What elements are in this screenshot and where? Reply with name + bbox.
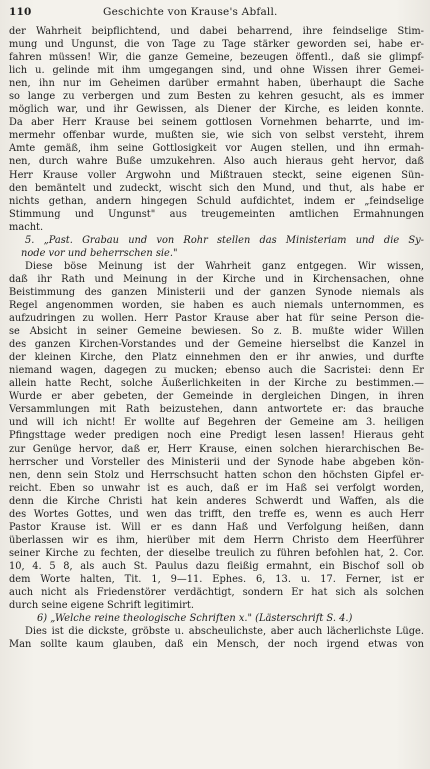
text-line: dem Worte halten, Tit. 1, 9—11. Ephes. 6, 13. u. 17. Ferner, ist er — [9, 573, 424, 585]
text-line: überlassen wir es ihm, hierüber mit dem Herrn Christo dem Heerführer — [9, 534, 424, 546]
text-line: nen, denn sein Stolz und Herrschsucht hatten schon den höchsten Gipfel er- — [9, 469, 424, 481]
page-header — [9, 6, 424, 24]
text-line: 10, 4. 5 8, als auch St. Paulus dazu fleißig ermahnt, ein Bischof soll ob — [9, 560, 424, 572]
text-line: nen, ihn nur im Geheimen darüber ermahnt haben, überhaupt die Sache — [9, 78, 424, 90]
text-line: daß ihr Rath und Meinung in der Kirche und in Kirchensachen, ohne — [9, 273, 424, 285]
text-line: Diese böse Meinung ist der Wahrheit ganz entgegen. Wir wissen, — [25, 260, 424, 272]
text-line: herrscher und Vorsteller des Ministerii und der Synode habe abgeben kön- — [9, 456, 424, 468]
text-line: Versammlungen mit Rath beizustehen, dann antwortete er: das brauche — [9, 404, 424, 416]
text-line: des Wortes Gottes, und wen das trifft, den treffe es, wenn es auch Herr — [9, 508, 424, 520]
text-line: reicht. Eben so unwahr ist es auch, daß er im Haß sei verfolgt worden, — [9, 482, 424, 494]
text-line: 5. „Past. Grabau und von Rohr stellen das Ministeriam und die Sy- — [25, 234, 424, 246]
text-line: mermehr offenbar wurde, mußten sie, wie sich von selbst versteht, ihrem — [9, 130, 424, 142]
text-line: lich u. gelinde mit ihm umgegangen sind, und ohne Wissen ihrer Gemei- — [9, 65, 424, 77]
text-line: und will ich nicht! Er wollte auf Begehren der Gemeine am 3. heiligen — [9, 417, 424, 429]
text-line: des ganzen Kirchen-Vorstandes und der Gemeine hierselbst die Kanzel in — [9, 339, 424, 351]
running-title: Geschichte von Krause's Abfall. — [103, 6, 278, 18]
text-line: zur Genüge hervor, daß er, Herr Krause, einen solchen hierarchischen Be- — [9, 443, 424, 455]
text-line: Pfingsttage weder predigen noch eine Predigt lesen lassen! Hieraus geht — [9, 430, 424, 442]
body-text — [9, 25, 424, 651]
text-line: durch seine eigene Schrift legitimirt. — [9, 600, 195, 612]
text-line: Pastor Krause ist. Will er es dann Haß und Verfolgung heißen, dann — [9, 521, 424, 533]
text-line: fahren müssen! Wir, die ganze Gemeine, bezeugen öffentl., daß sie glimpf- — [9, 52, 424, 64]
text-line: Da aber Herr Krause bei seinem gottlosen Vornehmen beharrte, und im- — [9, 117, 424, 129]
text-line: so lange zu verbergen und zum Besten zu kehren gesucht, als es immer — [9, 91, 424, 103]
text-line: nen, durch wahre Buße umzukehren. Also auch hieraus geht hervor, daß — [9, 156, 424, 168]
text-line: Stimmung und Ungunst" aus treugemeinten amtlichen Ermahnungen — [9, 208, 424, 220]
text-line: mung und Ungunst, die von Tage zu Tage stärker geworden sei, habe er- — [9, 39, 424, 51]
text-line: der Wahrheit beipflichtend, und dabei beharrend, ihre feindselige Stim- — [9, 26, 424, 37]
text-line: Dies ist die dickste, gröbste u. abscheulichste, aber auch lächerlichste Lüge. — [25, 626, 424, 638]
text-line: aufzudringen zu wollen. Herr Pastor Krause aber hat für seine Person die- — [9, 313, 424, 325]
text-line: nichts gethan, andern hingegen Schuld aufdichtet, indem er „feindselige — [9, 195, 424, 207]
text-line: möglich war, und ihr Gewissen, als Diener der Kirche, es leiden konnte. — [9, 104, 424, 116]
text-line: denn die Kirche Christi hat kein anderes Schwerdt und Waffen, als die — [9, 495, 424, 507]
text-line: 6) „Welche reine theologische Schriften x." (Lästerschrift S. 4.) — [37, 613, 353, 625]
text-line: Beistimmung des ganzen Ministerii und der ganzen Synode niemals als — [9, 286, 424, 298]
text-line: allein hatte Recht, solche Äußerlichkeiten in der Kirche zu bestimmen.— — [9, 378, 424, 390]
page-number: 110 — [9, 6, 32, 18]
text-line: Man sollte kaum glauben, daß ein Mensch, der noch irgend etwas von — [9, 639, 424, 651]
text-line: seiner Kirche zu fechten, der dieselbe treulich zu führen befohlen hat, 2. Cor. — [9, 547, 424, 559]
text-line: der kleinen Kirche, den Platz einnehmen den er ihr anwies, und durfte — [9, 352, 424, 364]
text-line: Regel angenommen worden, sie haben es auch niemals unternommen, es — [9, 299, 424, 311]
text-line: se Absicht in seiner Gemeine bewiesen. So z. B. mußte wider Willen — [9, 326, 424, 338]
text-line: Wurde er aber gebeten, der Gemeinde in dergleichen Dingen, in ihren — [9, 391, 424, 403]
text-line: node vor und beherrschen sie." — [21, 247, 178, 259]
text-line: macht. — [9, 221, 44, 233]
text-line: auch nicht als Friedenstörer verdächtigt, sondern Er hat sich als solchen — [9, 587, 424, 599]
text-line: Amte gemäß, ihm seine Gottlosigkeit vor Augen stellen, und ihn ermah- — [9, 143, 424, 155]
text-line: den bemäntelt und zudeckt, wischt sich den Mund, und thut, als habe er — [9, 182, 424, 194]
text-line: niemand wagen, dagegen zu mucken; ebenso auch die Sacristei: denn Er — [9, 365, 424, 377]
text-line: Herr Krause voller Argwohn und Mißtrauen steckt, seine eigenen Sün- — [9, 169, 424, 181]
